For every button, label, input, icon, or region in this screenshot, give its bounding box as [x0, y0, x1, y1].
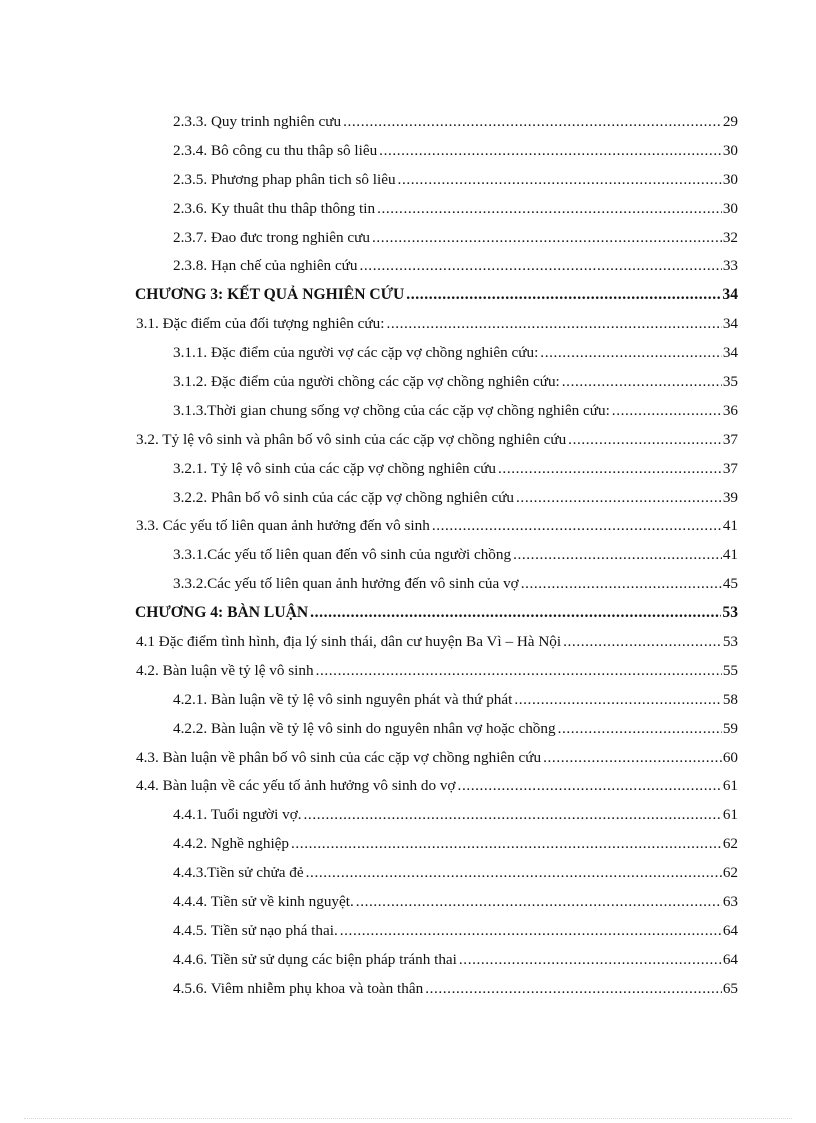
- toc-entry-title: 2.3.8. Hạn chế của nghiên cứu: [173, 257, 358, 275]
- toc-leader-dots: [360, 257, 722, 275]
- toc-leader-dots: [398, 171, 722, 189]
- table-of-contents: [135, 113, 738, 1009]
- toc-entry-title: 4.2. Bàn luận về tỷ lệ vô sinh: [136, 661, 314, 679]
- toc-entry[interactable]: [135, 575, 738, 604]
- toc-leader-dots: [563, 633, 722, 651]
- toc-entry-title: CHƯƠNG 4: BÀN LUẬN: [135, 604, 309, 622]
- toc-page-number: 65: [722, 979, 738, 997]
- toc-page-number: 59: [722, 719, 738, 737]
- toc-page-number: 30: [722, 170, 738, 188]
- toc-chapter-entry[interactable]: [135, 604, 738, 633]
- toc-entry[interactable]: [135, 229, 738, 258]
- toc-entry-title: 4.2.2. Bàn luận về tỷ lệ vô sinh do nguyên nhân vợ hoặc chồng: [173, 719, 556, 737]
- toc-page-number: 33: [722, 257, 738, 275]
- toc-leader-dots: [306, 864, 722, 882]
- toc-entry[interactable]: [135, 113, 738, 142]
- toc-entry-title: 4.4.2. Nghề nghiệp: [173, 835, 289, 853]
- toc-page-number: 45: [722, 575, 738, 593]
- toc-entry[interactable]: [135, 431, 738, 460]
- toc-entry-title: 3.2.1. Tỷ lệ vô sinh của các cặp vợ chồng nghiên cứu: [173, 459, 497, 477]
- toc-page-number: 34: [722, 315, 738, 333]
- toc-entry[interactable]: [135, 720, 738, 749]
- toc-leader-dots: [543, 749, 722, 767]
- toc-page-number: 34: [722, 286, 738, 304]
- toc-entry-title: 3.1.1. Đặc điểm của người vợ các cặp vợ chồng nghiên cứu:: [173, 344, 539, 362]
- toc-entry-title: 3.3.1.Các yếu tố liên quan đến vô sinh của người chồng: [173, 546, 512, 564]
- toc-leader-dots: [343, 113, 722, 131]
- toc-entry-title: 4.4.4. Tiền sử về kinh nguyệt.: [173, 893, 354, 911]
- toc-leader-dots: [514, 691, 721, 709]
- toc-leader-dots: [377, 200, 722, 218]
- toc-entry[interactable]: [135, 517, 738, 546]
- toc-leader-dots: [498, 460, 722, 478]
- toc-page-number: 30: [722, 199, 738, 217]
- toc-page-number: 29: [722, 113, 738, 130]
- toc-leader-dots: [540, 344, 722, 362]
- toc-entry-title: 3.1.3.Thời gian chung sống vợ chồng của các cặp vợ chồng nghiên cứu:: [173, 401, 610, 419]
- toc-page-number: 41: [722, 517, 738, 535]
- toc-page-number: 61: [722, 777, 738, 795]
- toc-entry[interactable]: [135, 922, 738, 951]
- toc-entry[interactable]: [135, 980, 738, 1009]
- toc-leader-dots: [612, 402, 722, 420]
- toc-entry[interactable]: [135, 402, 738, 431]
- toc-entry[interactable]: [135, 257, 738, 286]
- toc-page-number: 64: [722, 921, 738, 939]
- toc-entry[interactable]: [135, 200, 738, 229]
- toc-page-number: 39: [722, 488, 738, 506]
- toc-entry[interactable]: [135, 460, 738, 489]
- toc-page-number: 62: [722, 864, 738, 882]
- page-bottom-divider: [24, 1118, 792, 1119]
- toc-entry-title: 4.3. Bàn luận về phân bố vô sinh của các cặp vợ chồng nghiên cứu: [136, 748, 542, 766]
- toc-leader-dots: [425, 980, 722, 998]
- toc-entry[interactable]: [135, 315, 738, 344]
- toc-page-number: 53: [722, 604, 738, 622]
- toc-entry-title: 4.1 Đặc điểm tình hình, địa lý sinh thái, dân cư huyện Ba Vì – Hà Nội: [136, 633, 562, 651]
- toc-leader-dots: [432, 517, 722, 535]
- toc-leader-dots: [379, 142, 722, 160]
- toc-leader-dots: [291, 835, 722, 853]
- toc-page-number: 58: [722, 690, 738, 708]
- toc-entry-title: 4.5.6. Viêm nhiễm phụ khoa và toàn thân: [173, 979, 424, 997]
- toc-entry-title: 2.3.3. Quy trinh nghiên cưu: [173, 113, 342, 130]
- toc-leader-dots: [316, 662, 722, 680]
- toc-entry[interactable]: [135, 142, 738, 171]
- toc-entry[interactable]: [135, 489, 738, 518]
- toc-entry-title: 4.4. Bàn luận về các yếu tố ảnh hưởng vô sinh do vợ: [136, 777, 456, 795]
- toc-leader-dots: [521, 575, 722, 593]
- toc-leader-dots: [406, 286, 721, 304]
- toc-entry-title: 4.4.3.Tiền sử chửa đẻ: [173, 864, 304, 882]
- toc-page-number: 34: [722, 344, 738, 362]
- toc-entry-title: 2.3.7. Đao đưc trong nghiên cưu: [173, 228, 370, 246]
- toc-page-number: 35: [722, 373, 738, 391]
- toc-leader-dots: [386, 315, 721, 333]
- toc-page-number: 64: [722, 950, 738, 968]
- toc-leader-dots: [558, 720, 722, 738]
- toc-chapter-entry[interactable]: [135, 286, 738, 315]
- toc-entry-title: 3.2. Tỷ lệ vô sinh và phân bố vô sinh của các cặp vợ chồng nghiên cứu: [136, 430, 567, 448]
- toc-entry-title: 3.3. Các yếu tố liên quan ảnh hưởng đến vô sinh: [136, 517, 430, 535]
- toc-page-number: 32: [722, 228, 738, 246]
- toc-page-number: 63: [722, 893, 738, 911]
- toc-entry[interactable]: [135, 546, 738, 575]
- toc-entry-title: 2.3.6. Ky thuât thu thâp thông tin: [173, 199, 376, 217]
- toc-entry-title: 4.4.1. Tuổi người vợ.: [173, 806, 302, 824]
- toc-leader-dots: [340, 922, 722, 940]
- toc-entry-title: CHƯƠNG 3: KẾT QUẢ NGHIÊN CỨU: [135, 286, 405, 304]
- toc-leader-dots: [568, 431, 722, 449]
- toc-entry[interactable]: [135, 951, 738, 980]
- toc-leader-dots: [458, 777, 722, 795]
- toc-entry-title: 4.4.6. Tiền sử sử dụng các biện pháp tránh thai: [173, 950, 457, 968]
- toc-leader-dots: [459, 951, 722, 969]
- toc-leader-dots: [310, 604, 721, 622]
- toc-leader-dots: [372, 229, 722, 247]
- toc-page-number: 61: [722, 806, 738, 824]
- toc-page-number: 37: [722, 430, 738, 448]
- toc-page-number: 37: [722, 459, 738, 477]
- toc-entry[interactable]: [135, 893, 738, 922]
- toc-page-number: 30: [722, 141, 738, 159]
- toc-entry-title: 4.2.1. Bàn luận về tỷ lệ vô sinh nguyên phát và thứ phát: [173, 690, 513, 708]
- toc-entry[interactable]: [135, 806, 738, 835]
- toc-leader-dots: [304, 806, 722, 824]
- toc-entry[interactable]: [135, 691, 738, 720]
- toc-entry[interactable]: [135, 373, 738, 402]
- toc-page-number: 55: [722, 661, 738, 679]
- toc-entry[interactable]: [135, 835, 738, 864]
- toc-entry-title: 3.1. Đặc điểm của đối tượng nghiên cứu:: [136, 315, 385, 333]
- toc-entry[interactable]: [135, 662, 738, 691]
- toc-page-number: 41: [722, 546, 738, 564]
- toc-leader-dots: [562, 373, 722, 391]
- toc-entry[interactable]: [135, 344, 738, 373]
- toc-entry[interactable]: [135, 171, 738, 200]
- toc-entry[interactable]: [135, 777, 738, 806]
- toc-entry-title: 4.4.5. Tiền sử nạo phá thai.: [173, 921, 338, 939]
- toc-page-number: 62: [722, 835, 738, 853]
- toc-leader-dots: [356, 893, 722, 911]
- toc-entry-title: 3.2.2. Phân bố vô sinh của các cặp vợ chồng nghiên cứu: [173, 488, 515, 506]
- toc-entry-title: 2.3.4. Bô công cu thu thâp sô liêu: [173, 141, 378, 159]
- toc-entry[interactable]: [135, 633, 738, 662]
- toc-entry-title: 3.1.2. Đặc điểm của người chồng các cặp vợ chồng nghiên cứu:: [173, 373, 560, 391]
- toc-entry[interactable]: [135, 864, 738, 893]
- toc-entry-title: 3.3.2.Các yếu tố liên quan ảnh hưởng đến vô sinh của vợ: [173, 575, 519, 593]
- toc-entry-title: 2.3.5. Phương phap phân tich sô liêu: [173, 170, 396, 188]
- toc-page-number: 36: [722, 401, 738, 419]
- toc-leader-dots: [513, 546, 722, 564]
- toc-page-number: 53: [722, 633, 738, 651]
- toc-leader-dots: [516, 489, 722, 507]
- toc-page-number: 60: [722, 748, 738, 766]
- toc-entry[interactable]: [135, 749, 738, 778]
